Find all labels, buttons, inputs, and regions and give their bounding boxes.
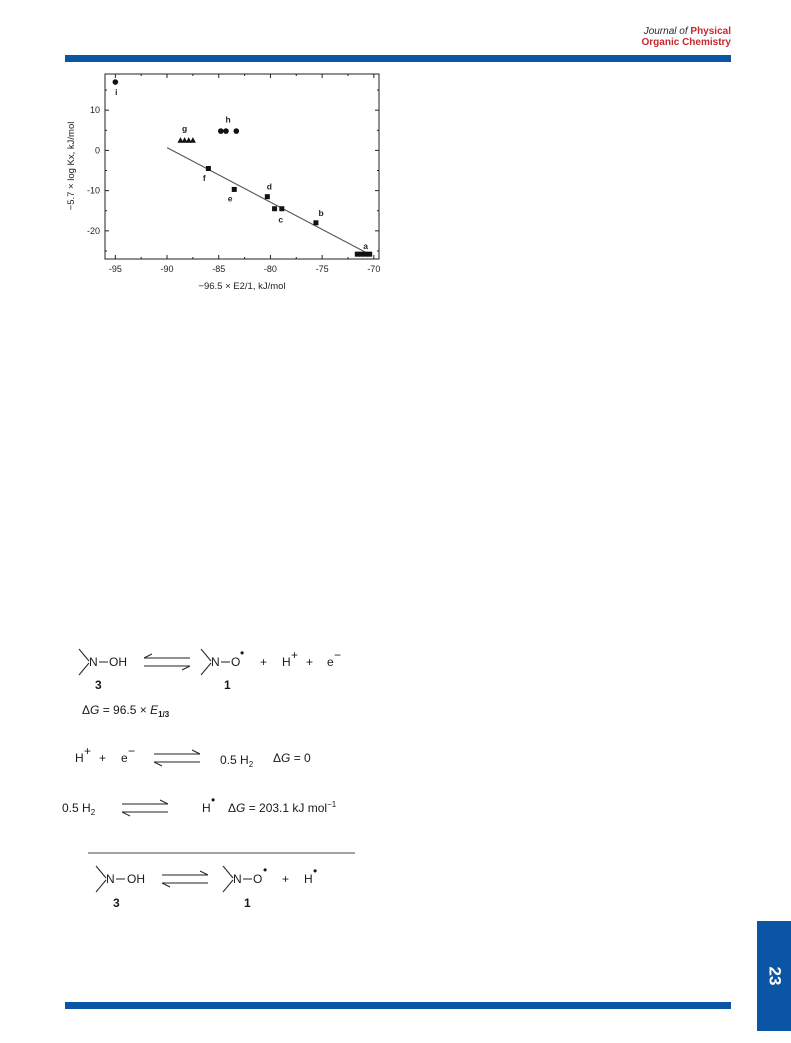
nitrogen-atom: N [211, 655, 220, 669]
journal-title-physical: Physical [690, 26, 731, 37]
page-number: 23 [764, 966, 784, 986]
equilibrium-arrow [144, 654, 190, 670]
electron: e [327, 655, 334, 669]
point-label: f [202, 172, 206, 183]
bond [223, 866, 233, 878]
compound-label-1: 1 [244, 896, 251, 910]
point-label: e [227, 193, 233, 204]
y-tick-label: 0 [94, 145, 100, 156]
delta-g-equation-1: $\Delta G = 96.5 \times E_{1/3}$ [82, 703, 170, 719]
bond [79, 663, 89, 675]
x-tick-label: -90 [160, 264, 174, 274]
reaction-2 [75, 744, 311, 769]
hydrogen-atom: H [304, 872, 313, 886]
journal-title-prefix: Journal [643, 26, 677, 37]
plus-sign: + [99, 751, 107, 765]
point-label: c [278, 214, 284, 225]
x-tick-label: -75 [315, 264, 329, 274]
x-tick-label: -85 [212, 264, 226, 274]
journal-title-of: of [679, 26, 688, 37]
electron: e [121, 751, 128, 765]
point-label: b [318, 208, 324, 219]
delta-g-equation-3: ΔG = 203.1 kJ mol$^{-1}$ [228, 800, 337, 815]
nitrogen-atom: N [106, 872, 115, 886]
x-axis-label: −96.5 × E2/1, kJ/mol [198, 281, 286, 292]
proton-charge: + [291, 648, 299, 662]
plus-sign: + [260, 655, 268, 669]
bond [96, 880, 106, 892]
radical-dot: • [313, 864, 318, 878]
radical-dot: • [240, 646, 245, 660]
hydroxyl-group: OH [127, 872, 145, 886]
reaction-1 [79, 646, 341, 719]
plus-sign: + [306, 655, 314, 669]
hydroxyl-group: OH [109, 655, 127, 669]
bond [96, 866, 106, 878]
radical-dot: • [263, 863, 268, 877]
nitrogen-atom: N [233, 872, 242, 886]
y-axis-label: −5.7 × log Kx, kJ/mol [66, 121, 77, 211]
x-tick-label: -70 [367, 264, 381, 274]
bond [201, 649, 211, 661]
y-tick-label: 10 [89, 105, 100, 116]
hydrogen-atom: H [202, 801, 211, 815]
equilibrium-arrow [122, 800, 168, 816]
point-label: h [225, 114, 231, 125]
reaction-3 [62, 793, 337, 817]
hydrogen-half: 0.5 $H_2$ [220, 753, 254, 769]
x-tick-label: -95 [108, 264, 122, 274]
equilibrium-arrow [162, 871, 208, 887]
journal-title-line2: Organic Chemistry [641, 37, 731, 48]
oxygen-atom: O [253, 872, 263, 886]
bottom-rule-bar [65, 1002, 731, 1009]
y-tick-label: -20 [86, 225, 100, 236]
radical-dot: • [211, 793, 216, 807]
bond [79, 649, 89, 661]
net-reaction [96, 863, 317, 910]
proton: H [75, 751, 84, 765]
delta-g-equation-2: ΔG = 0 [273, 751, 311, 765]
point-label: a [363, 241, 368, 252]
point-label: d [266, 181, 273, 192]
compound-label-3: 3 [113, 896, 120, 910]
point-label: g [182, 123, 188, 134]
oxygen-atom: O [231, 655, 241, 669]
hydrogen-half: 0.5 $H_2$ [62, 801, 96, 817]
nitrogen-atom: N [89, 655, 98, 669]
compound-label-3: 3 [95, 678, 102, 692]
electron-charge: − [334, 648, 342, 662]
plus-sign: + [282, 872, 290, 886]
y-tick-label: -10 [86, 185, 100, 196]
electron-charge: − [128, 744, 136, 758]
x-tick-label: -80 [263, 264, 277, 274]
compound-label-1: 1 [224, 678, 231, 692]
bond [223, 880, 233, 892]
point-label: i [115, 87, 118, 98]
proton-charge: + [84, 744, 92, 758]
equilibrium-arrow [154, 750, 200, 766]
proton: H [282, 655, 291, 669]
page-number-tab [757, 921, 791, 1031]
bond [201, 663, 211, 675]
